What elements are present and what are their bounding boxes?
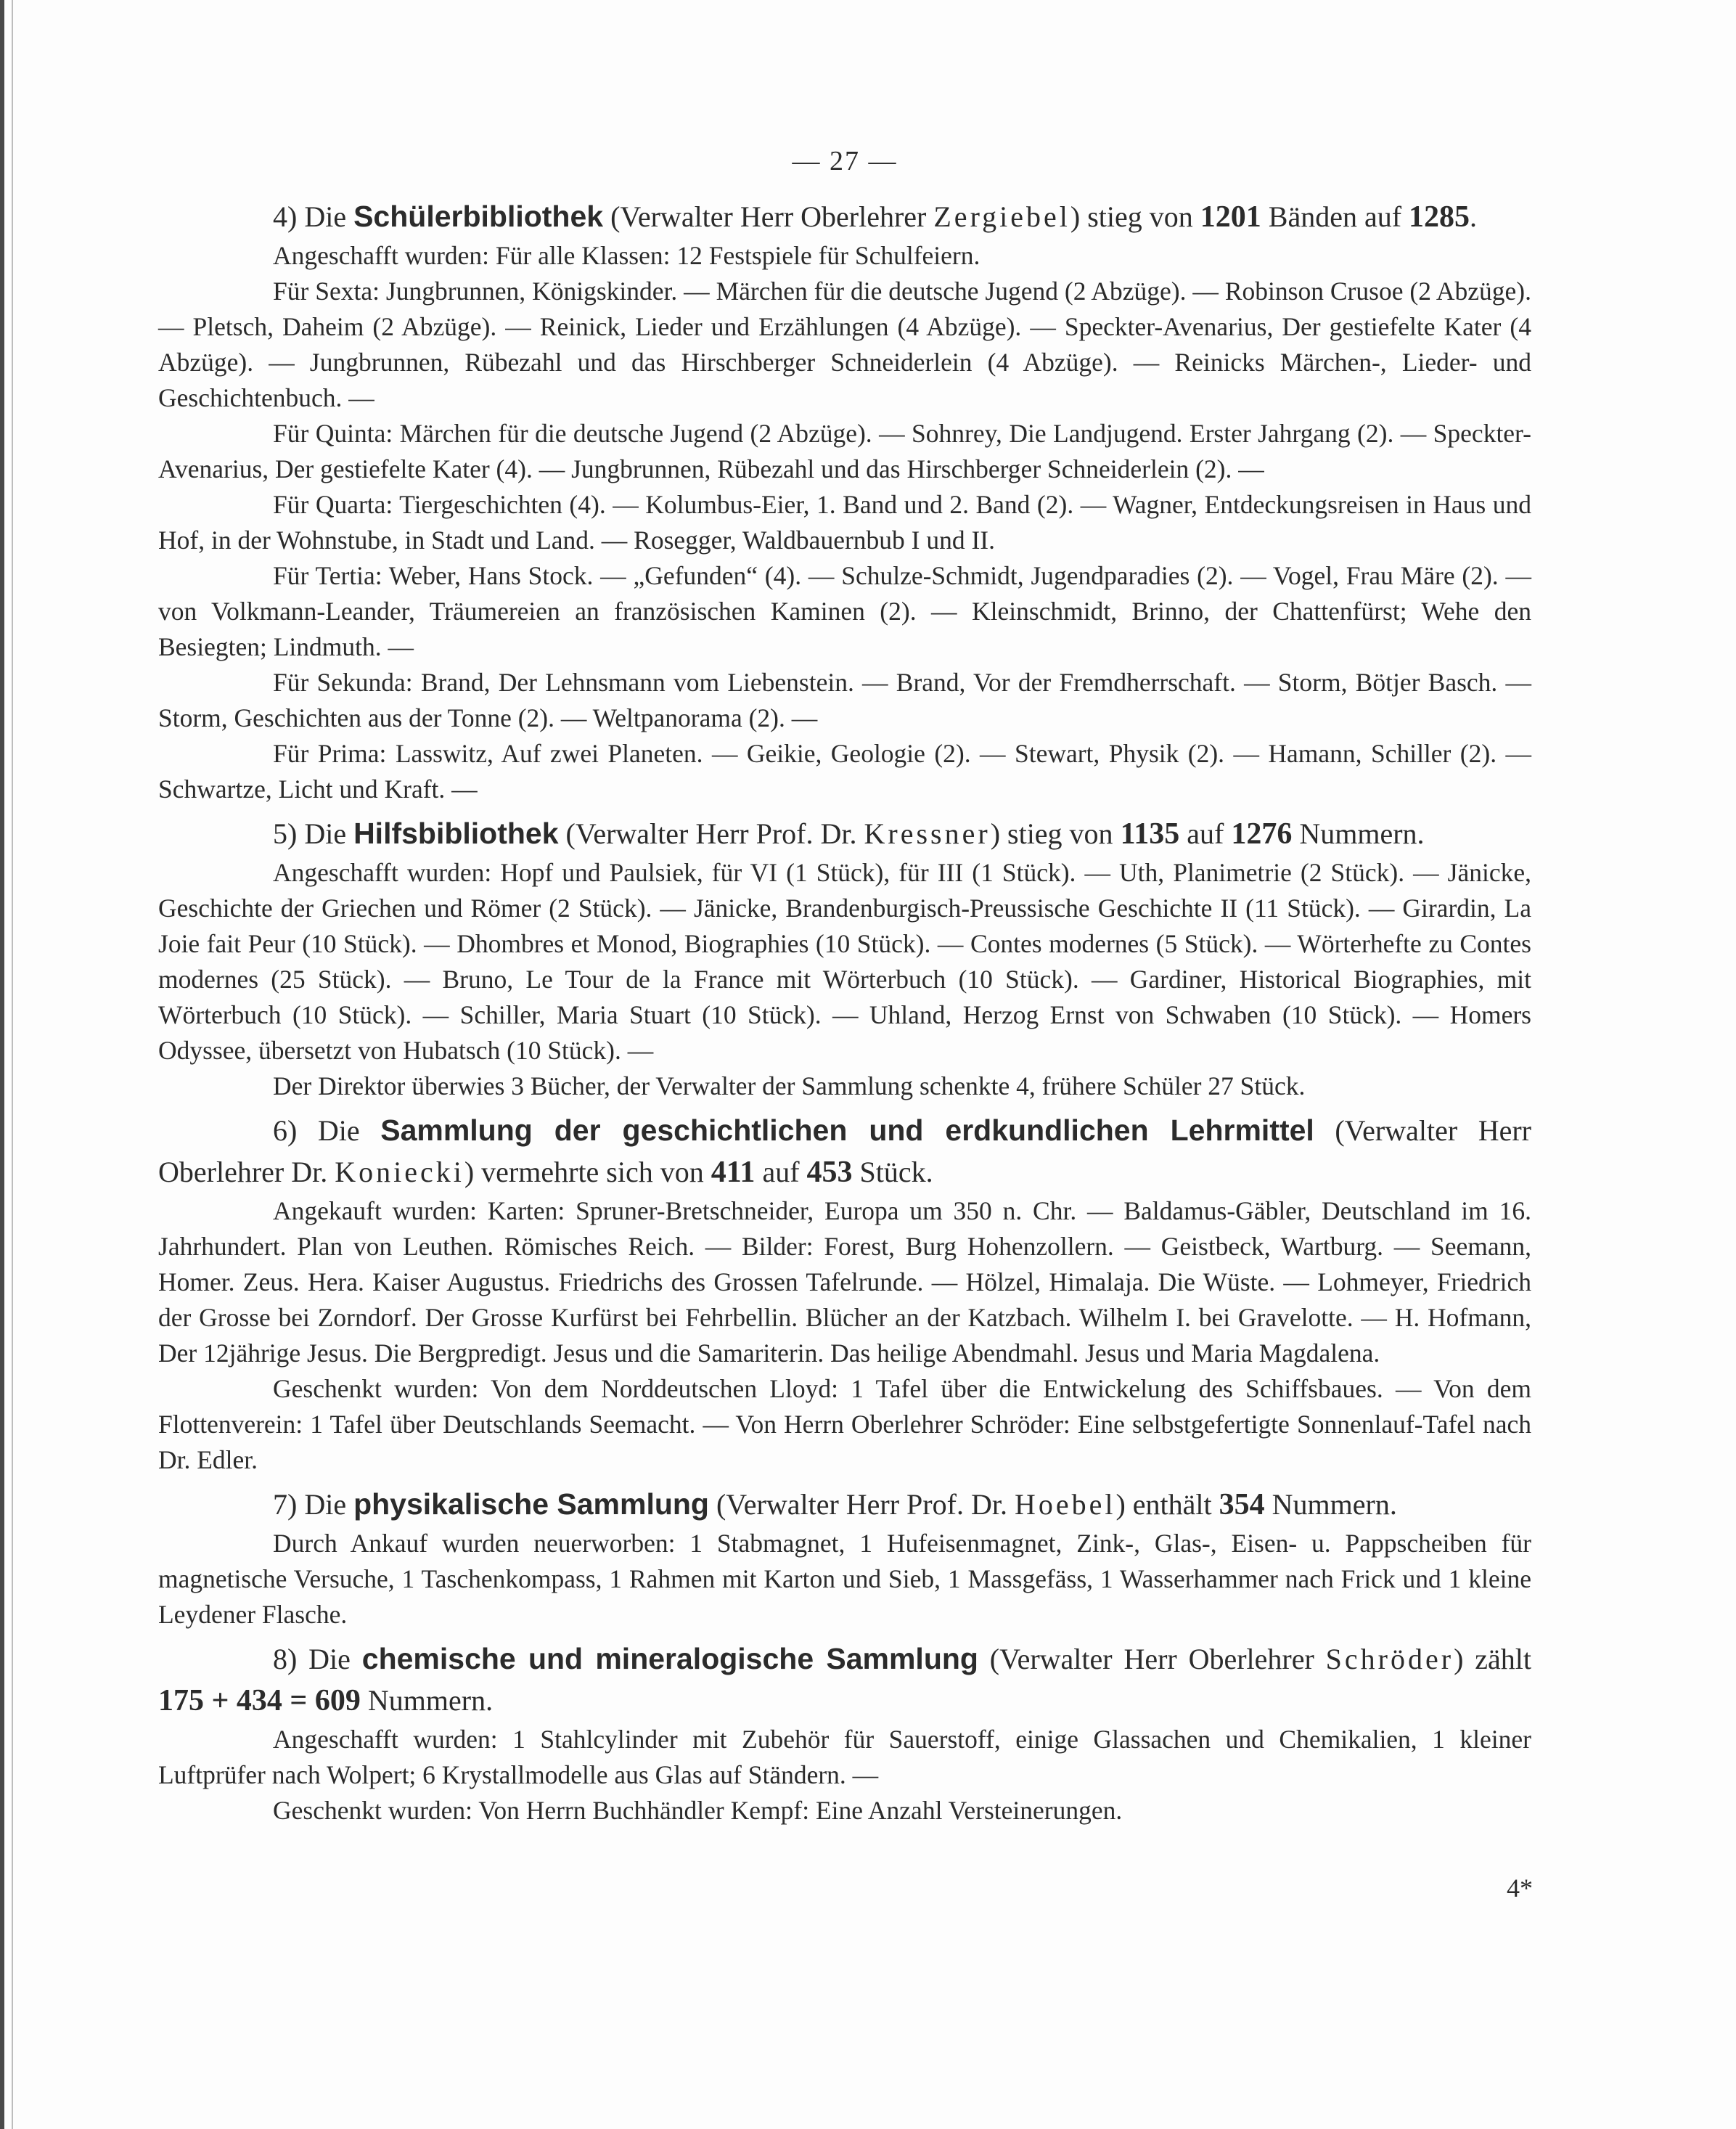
section-4-heading <box>158 196 1531 238</box>
section-7-curator: Hoebel <box>1014 1488 1116 1521</box>
section-4-prefix: 4) Die <box>273 200 354 233</box>
section-5-count-to: 1276 <box>1231 817 1293 851</box>
section-4-text: . <box>1470 200 1478 233</box>
section-4-paragraph: Für Prima: Lasswitz, Auf zwei Planeten. — Geikie, Geologie (2). — Stewart, Physik (2). — Hamann, Schiller (2). — Schwartze, Licht und Kraft. — <box>158 739 1531 804</box>
section-8-text: (Verwalter Herr Oberlehrer <box>978 1643 1326 1675</box>
section-5-count-from: 1135 <box>1120 817 1180 851</box>
section-6-text: Stück. <box>852 1156 933 1188</box>
section-8-paragraph: Angeschafft wurden: 1 Stahlcylinder mit Zubehör für Sauerstoff, einige Glassachen und Chemikalien, 1 kleiner Luftprüfer nach Wolpert; 6 Krystallmodelle aus Glas auf Ständern. — <box>158 1725 1531 1789</box>
section-6-title: Sammlung der geschichtlichen und erdkundlichen Lehrmittel <box>380 1113 1314 1147</box>
section-8-title: chemische und mineralogische Sammlung <box>361 1642 978 1675</box>
section-5-paragraph: Der Direktor überwies 3 Bücher, der Verwalter der Sammlung schenkte 4, frühere Schüler 27 Stück. <box>273 1071 1306 1100</box>
section-7-count: 354 <box>1219 1488 1265 1521</box>
section-6-count-to: 453 <box>806 1156 853 1189</box>
section-7-text: Nummern. <box>1264 1488 1397 1521</box>
section-8-text: ) zählt <box>1454 1643 1531 1675</box>
section-5-paragraph: Angeschafft wurden: Hopf und Paulsiek, für VI (1 Stück), für III (1 Stück). — Uth, Planimetrie (2 Stück). — Jänicke, Geschichte der Griechen und Römer (2 Stück). — Jänicke, Brandenburgisch-Preussische Geschichte II (11 Stück). — Girardin, La Joie fait Peur (10 Stück). — Dhombres et Monod, Biographies (10 Stück). — Contes modernes (5 Stück). — Wörterhefte zu Contes modernes (25 Stück). — Bruno, Le Tour de la France mit Wörterbuch (10 Stück). — Gardiner, Historical Biographies, mit Wörterbuch (10 Stück). — Schiller, Maria Stuart (10 Stück). — Uhland, Herzog Ernst von Schwaben (10 Stück). — Homers Odyssee, übersetzt von Hubatsch (10 Stück). — <box>158 858 1531 1065</box>
section-6-curator: Koniecki <box>335 1156 464 1188</box>
section-4-count-to: 1285 <box>1409 200 1470 234</box>
section-6-heading <box>158 1110 1531 1193</box>
section-6-prefix: 6) Die <box>273 1114 381 1147</box>
section-4-count-from: 1201 <box>1200 200 1261 234</box>
section-8-text: Nummern. <box>360 1684 494 1717</box>
section-4-paragraph: Für Tertia: Weber, Hans Stock. — „Gefunden“ (4). — Schulze-Schmidt, Jugendparadies (2). — Vogel, Frau Märe (2). — von Volkmann-Leander, Träumereien an französischen Kaminen (2). — Kleinschmidt, Brinno, der Chattenfürst; Wehe den Besiegten; Lindmuth. — <box>158 561 1531 661</box>
section-4-paragraph: Für Quinta: Märchen für die deutsche Jugend (2 Abzüge). — Sohnrey, Die Landjugend. Erster Jahrgang (2). — Speckter-Avenarius, Der gestiefelte Kater (4). — Jungbrunnen, Rübezahl und das Hirschberger Schneiderlein (2). — <box>158 419 1531 483</box>
section-5-text: Nummern. <box>1292 817 1425 850</box>
section-5-heading <box>158 813 1531 855</box>
section-4-paragraph: Angeschafft wurden: Für alle Klassen: 12 Festspiele für Schulfeiern. <box>273 241 980 270</box>
section-8-prefix: 8) Die <box>273 1643 362 1675</box>
section-6-paragraph: Geschenkt wurden: Von dem Norddeutschen Lloyd: 1 Tafel über die Entwickelung des Schiffsbaues. — Von dem Flottenverein: 1 Tafel über Deutschlands Seemacht. — Von Herrn Oberlehrer Schröder: Eine selbstgefertigte Sonnenlauf-Tafel nach Dr. Edler. <box>158 1374 1531 1474</box>
section-5-curator: Kressner <box>864 817 991 850</box>
section-4-paragraph: Für Quarta: Tiergeschichten (4). — Kolumbus-Eier, 1. Band und 2. Band (2). — Wagner, Entdeckungsreisen in Haus und Hof, in der Wohnstube, in Stadt und Land. — Rosegger, Waldbauernbub I und II. <box>158 490 1531 555</box>
left-binding-shadow <box>12 0 13 2129</box>
section-4-text: (Verwalter Herr Oberlehrer <box>603 200 934 233</box>
section-8-heading <box>158 1638 1531 1722</box>
text-block <box>158 145 1531 1828</box>
section-7-text: ) enthält <box>1115 1488 1219 1521</box>
section-6-text: ) vermehrte sich von <box>464 1156 711 1188</box>
section-8-count-formula: 175 + 434 = 609 <box>158 1684 361 1717</box>
section-6-text: (Verwalter Herr Oberlehrer Dr. <box>158 1114 1531 1188</box>
section-4-text: Bänden auf <box>1261 200 1409 233</box>
page-number: — 27 — <box>792 146 898 176</box>
section-6-count-from: 411 <box>711 1156 756 1189</box>
section-4-curator: Zergiebel <box>933 200 1070 233</box>
section-7-heading <box>158 1484 1531 1526</box>
section-7-paragraph: Durch Ankauf wurden neuerworben: 1 Stabmagnet, 1 Hufeisenmagnet, Zink-, Glas-, Eisen- u. Pappscheiben für magnetische Versuche, 1 Taschenkompass, 1 Rahmen mit Karton und Sieb, 1 Massgefäss, 1 Wasserhammer nach Frick und 1 kleine Leydener Flasche. <box>158 1529 1531 1629</box>
printer-signature-mark: 4* <box>1507 1873 1533 1903</box>
section-5-prefix: 5) Die <box>273 817 354 850</box>
section-4-paragraph: Für Sexta: Jungbrunnen, Königskinder. — Märchen für die deutsche Jugend (2 Abzüge). — Robinson Crusoe (2 Abzüge). — Pletsch, Daheim (2 Abzüge). — Reinick, Lieder und Erzählungen (4 Abzüge). — Speckter-Avenarius, Der gestiefelte Kater (4 Abzüge). — Jungbrunnen, Rübezahl und das Hirschberger Schneiderlein (4 Abzüge). — Reinicks Märchen-, Lieder- und Geschichtenbuch. — <box>158 277 1531 412</box>
section-5-text: ) stieg von <box>990 817 1121 850</box>
section-7-prefix: 7) Die <box>273 1488 354 1521</box>
section-6-text: auf <box>755 1156 807 1188</box>
section-6-paragraph: Angekauft wurden: Karten: Spruner-Bretschneider, Europa um 350 n. Chr. — Baldamus-Gäbler, Deutschland im 16. Jahrhundert. Plan von Leuthen. Römisches Reich. — Bilder: Forest, Burg Hohenzollern. — Geistbeck, Wartburg. — Seemann, Homer. Zeus. Hera. Kaiser Augustus. Friedrichs des Grossen Tafelrunde. — Hölzel, Himalaja. Die Wüste. — Lohmeyer, Friedrich der Grosse bei Zorndorf. Der Grosse Kurfürst bei Fehrbellin. Blücher an der Katzbach. Wilhelm I. bei Gravelotte. — H. Hofmann, Der 12jährige Jesus. Die Bergpredigt. Jesus und die Samariterin. Das heilige Abendmahl. Jesus und Maria Magdalena. <box>158 1196 1531 1368</box>
section-7-text: (Verwalter Herr Prof. Dr. <box>708 1488 1015 1521</box>
section-4-paragraph: Für Sekunda: Brand, Der Lehnsmann vom Liebenstein. — Brand, Vor der Fremdherrschaft. — Storm, Bötjer Basch. — Storm, Geschichten aus der Tonne (2). — Weltpanorama (2). — <box>158 668 1531 732</box>
section-5-text: (Verwalter Herr Prof. Dr. <box>558 817 864 850</box>
section-5-title: Hilfsbibliothek <box>353 817 559 850</box>
section-4-title: Schülerbibliothek <box>353 200 604 233</box>
section-8-curator: Schröder <box>1325 1643 1454 1675</box>
section-5-text: auf <box>1179 817 1232 850</box>
section-8-paragraph: Geschenkt wurden: Von Herrn Buchhändler Kempf: Eine Anzahl Versteinerungen. <box>273 1796 1123 1825</box>
section-4-text: ) stieg von <box>1070 200 1200 233</box>
section-7-title: physikalische Sammlung <box>353 1487 709 1521</box>
left-binding-edge <box>0 0 4 2129</box>
